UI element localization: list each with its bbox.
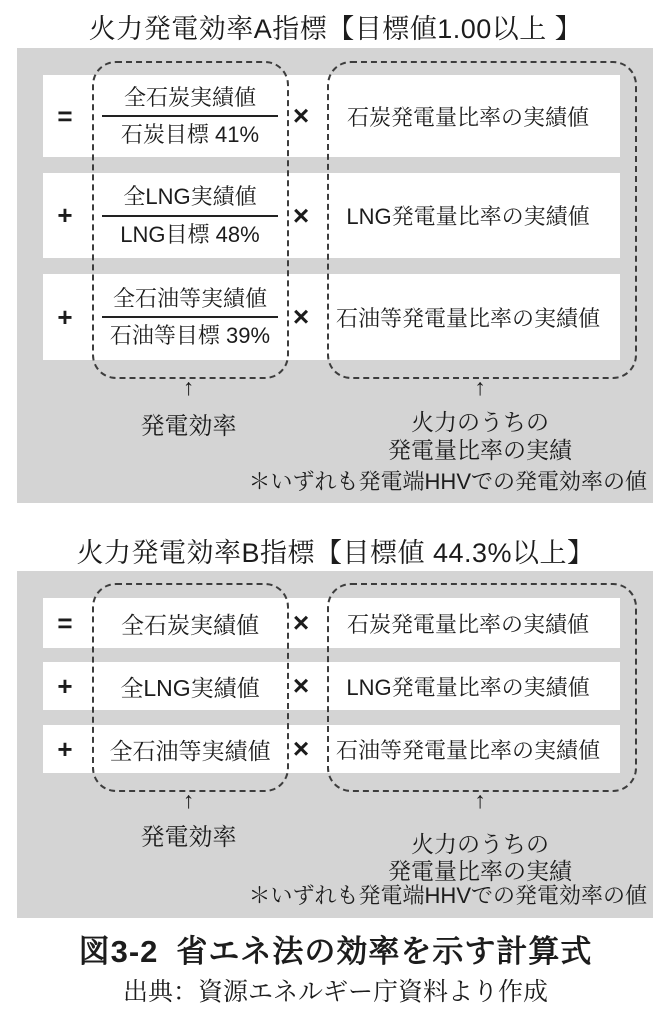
multiply-sign: ×	[292, 733, 310, 764]
multiply-sign: ×	[292, 100, 310, 131]
fraction-denominator: 石炭目標 41%	[120, 122, 260, 147]
up-arrow-icon: ↑	[182, 374, 195, 400]
operator-plus: +	[57, 301, 73, 332]
multiply-sign: ×	[292, 301, 310, 332]
figure-source: 出典：資源エネルギー庁資料より作成	[122, 978, 548, 1006]
ratio-label-line1: 火力のうちの	[411, 409, 549, 435]
fraction-bar	[102, 316, 278, 318]
fraction-lng	[95, 173, 285, 258]
ratio-term-lng: LNG発電量比率の実績値	[346, 674, 590, 700]
indicator-b-title: 火力発電効率B指標【目標値 44.3%以上】	[76, 538, 595, 568]
formula-row-lng	[43, 173, 620, 258]
actual-value-coal: 全石炭実績値	[121, 611, 259, 638]
fraction-bar	[102, 115, 278, 117]
fraction-oil	[95, 274, 285, 360]
hhv-note: ＊いずれも発電端HHVでの発電効率の値	[248, 883, 647, 908]
operator-equals: =	[57, 100, 73, 131]
formula-row-lng	[43, 662, 620, 710]
operator-plus: +	[57, 670, 73, 701]
efficiency-label: 発電効率	[140, 413, 237, 440]
ratio-term-oil: 石油等発電量比率の実績値	[335, 305, 600, 331]
up-arrow-icon: ↑	[474, 374, 486, 400]
up-arrow-icon: ↑	[474, 787, 486, 813]
ratio-term-oil: 石油等発電量比率の実績値	[335, 737, 600, 763]
fraction-denominator: LNG目標 48%	[120, 221, 260, 247]
formula-row-oil	[43, 725, 620, 773]
ratio-term-coal: 石炭発電量比率の実績値	[346, 104, 589, 130]
figure-caption-title: 省エネ法の効率を示す計算式	[176, 934, 593, 969]
multiply-sign: ×	[292, 199, 310, 231]
figure-number: 図3-2	[78, 934, 159, 969]
indicator-b-panel	[17, 571, 653, 918]
operator-plus: +	[57, 200, 73, 230]
multiply-sign: ×	[292, 670, 310, 701]
hhv-note: ＊いずれも発電端HHVでの発電効率の値	[248, 469, 647, 494]
operator-equals: =	[57, 607, 73, 638]
ratio-label-line2: 発電量比率の実績	[388, 858, 572, 884]
efficiency-label: 発電効率	[140, 824, 237, 851]
actual-value-oil: 全石油等実績値	[109, 737, 271, 764]
ratio-term-lng: LNG発電量比率の実績値	[346, 204, 590, 229]
formula-row-oil	[43, 274, 620, 360]
ratio-label-line2: 発電量比率の実績	[388, 437, 572, 463]
ratio-label-line1: 火力のうちの	[411, 831, 549, 857]
fraction-coal	[95, 75, 285, 157]
formula-row-coal	[43, 598, 620, 648]
fraction-bar	[102, 215, 278, 217]
formula-row-coal	[43, 75, 620, 157]
ratio-term-coal: 石炭発電量比率の実績値	[346, 611, 589, 637]
fraction-numerator: 全LNG実績値	[123, 184, 257, 209]
indicator-a-title: 火力発電効率A指標【目標値1.00以上 】	[88, 14, 583, 44]
fraction-denominator: 石油等目標 39%	[109, 323, 271, 348]
fraction-numerator: 全石炭実績値	[123, 84, 256, 110]
operator-plus: +	[57, 733, 73, 764]
actual-value-lng: 全LNG実績値	[120, 674, 260, 701]
up-arrow-icon: ↑	[182, 787, 195, 813]
fraction-numerator: 全石油等実績値	[112, 285, 267, 311]
indicator-a-panel	[17, 48, 653, 503]
figure-caption	[0, 926, 671, 971]
multiply-sign: ×	[292, 607, 310, 638]
